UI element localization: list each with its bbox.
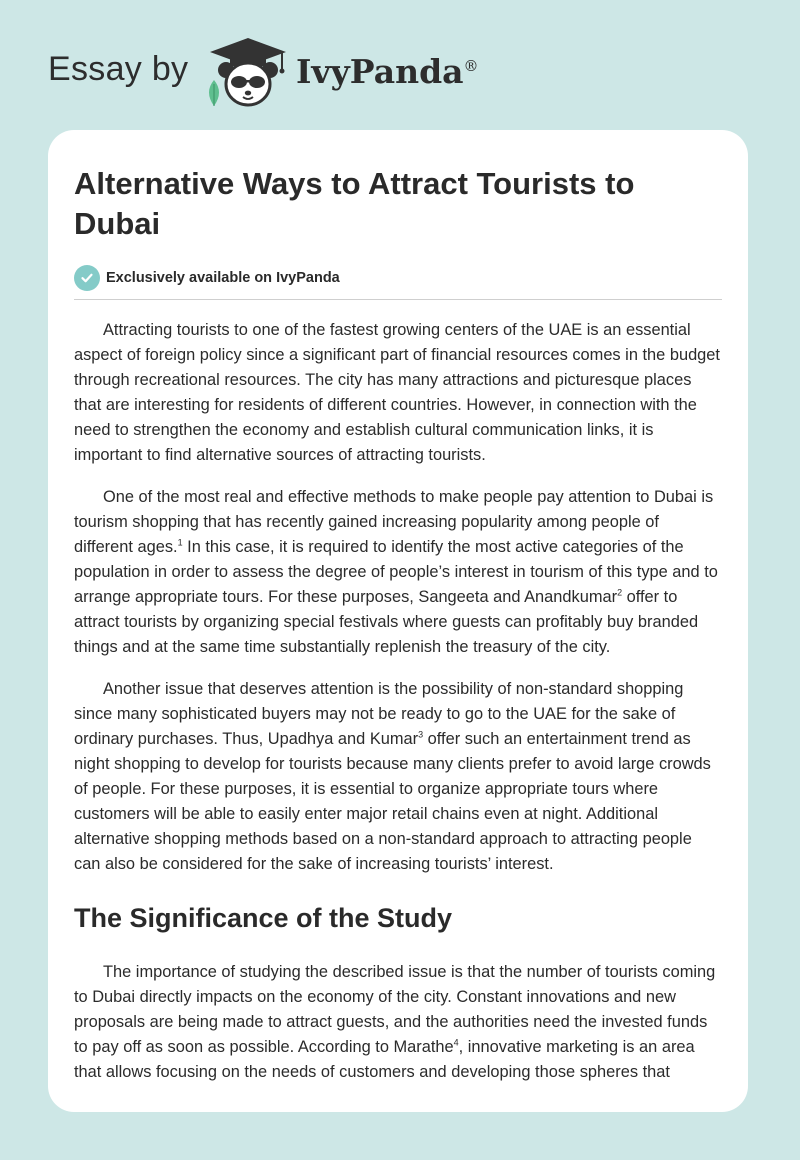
essay-content — [74, 164, 722, 1102]
footnote-ref-1[interactable]: 1 — [177, 537, 183, 548]
site-header — [0, 0, 800, 130]
divider — [74, 299, 722, 300]
registered-mark: ® — [463, 57, 479, 75]
paragraph-3-part-2: offer such an entertainment trend as night shopping to develop for tourists because many clients prefer to avoid large crowds of people. For these purposes, it is essential to organize appropriate tours where customers will be able to easily enter major retail chains even at night. Additional alternative shopping methods based on a non-standard approach to attracting people can also be considered for the sake of increasing tourists’ interest. — [74, 730, 711, 873]
paragraph-2-part-3: offer to attract tourists by organizing special festivals where guests can profitably buy branded things and at the same time substantially replenish the treasury of the city. — [74, 588, 699, 656]
brand-name-text: IvyPanda — [296, 52, 464, 91]
paragraph-3 — [74, 677, 722, 877]
footnote-ref-4[interactable]: 4 — [453, 1037, 459, 1048]
brand-prefix: Essay by — [48, 50, 189, 88]
paragraph-4 — [74, 960, 722, 1085]
brand-name[interactable] — [296, 52, 479, 91]
paragraph-2-part-1: One of the most real and effective methods to make people pay attention to Dubai is tourism shopping that has recently gained increasing popularity among people of different ages. — [74, 488, 714, 556]
essay-card — [48, 130, 748, 1112]
panda-graduate-icon[interactable] — [200, 36, 296, 108]
exclusive-badge-text: Exclusively available on IvyPanda — [106, 270, 340, 286]
paragraph-1-text: Attracting tourists to one of the fastest growing centers of the UAE is an essential aspect of foreign policy since a significant part of financial resources comes in the budget through recreational resources. The city has many attractions and picturesque places that are interesting for residents of different countries. However, in connection with the need to strengthen the economy and establish cultural communication links, it is important to find alternative sources of attracting tourists. — [74, 321, 720, 464]
footnote-ref-3[interactable]: 3 — [418, 729, 424, 740]
paragraph-2-part-2: In this case, it is required to identify the most active categories of the population in order to assess the degree of people’s interest in tourism of this type and to arrange appropriate tours. For these purposes, Sangeeta and Anandkumar — [74, 538, 718, 606]
paragraph-4-part-1: The importance of studying the described issue is that the number of tourists coming to Dubai directly impacts on the economy of the city. Constant innovations and new proposals are being made to attract guests, and the authorities need the invested funds to pay off as soon as possible. According to Marathe — [74, 963, 716, 1056]
footnote-ref-2[interactable]: 2 — [617, 587, 623, 598]
page-title: Alternative Ways to Attract Tourists to Dubai — [74, 166, 635, 241]
essay-body — [74, 318, 722, 1085]
paragraph-4-part-2: , innovative marketing is an area that allows focusing on the needs of customers and developing those spheres that — [74, 1038, 695, 1081]
paragraph-2 — [74, 485, 722, 660]
exclusive-badge — [74, 264, 722, 292]
paragraph-1 — [74, 318, 722, 468]
paragraph-3-part-1: Another issue that deserves attention is the possibility of non-standard shopping since many sophisticated buyers may not be ready to go to the UAE for the sake of ordinary purchases. Thus, Upadhya and Kumar — [74, 680, 684, 748]
section-heading: The Significance of the Study — [74, 903, 453, 933]
check-circle-icon — [74, 265, 100, 291]
